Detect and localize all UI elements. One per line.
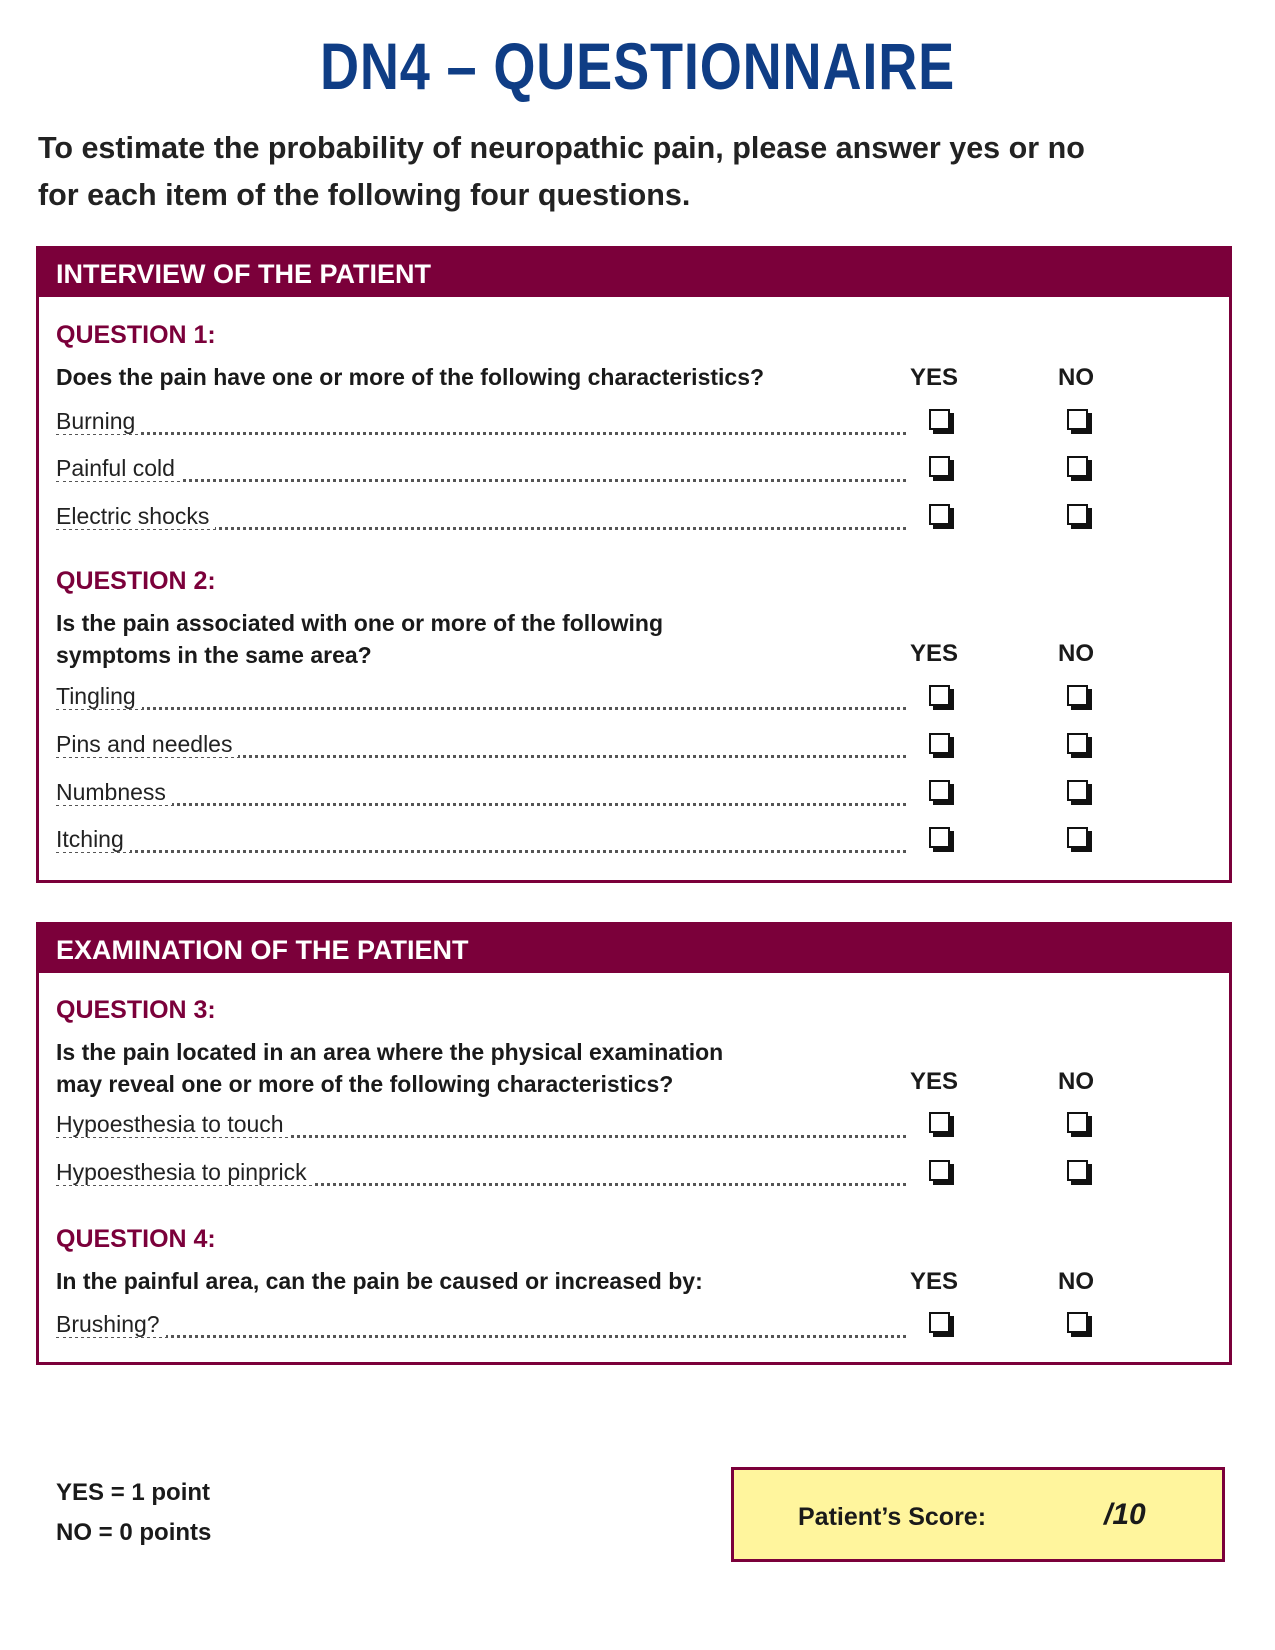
section-interview <box>36 246 1232 883</box>
list-item-pins-and-needles: Pins and needles <box>56 731 906 767</box>
yes-checkbox-hypoesthesia-pinprick[interactable] <box>929 1160 950 1181</box>
no-checkbox-hypoesthesia-touch[interactable] <box>1067 1112 1088 1133</box>
section-header-interview: INTERVIEW OF THE PATIENT <box>39 249 1229 297</box>
no-column-header: NO <box>1058 1268 1094 1295</box>
no-column-header: NO <box>1058 640 1094 667</box>
no-checkbox-itching[interactable] <box>1067 827 1088 848</box>
question-2-text-line-2: symptoms in the same area? <box>56 642 372 668</box>
list-item-painful-cold: Painful cold <box>56 455 906 491</box>
no-checkbox-burning[interactable] <box>1067 409 1088 430</box>
list-item-hypoesthesia-pinprick: Hypoesthesia to pinprick <box>56 1159 906 1195</box>
intro-text <box>38 125 1238 219</box>
question-1-text-line: Does the pain have one or more of the following characteristics? <box>56 364 765 390</box>
list-item-tingling: Tingling <box>56 683 906 719</box>
question-1-title: QUESTION 1: <box>56 321 216 349</box>
question-2-text <box>56 607 896 671</box>
question-1-text <box>56 361 896 393</box>
question-3-title: QUESTION 3: <box>56 996 216 1024</box>
no-checkbox-pins-and-needles[interactable] <box>1067 733 1088 754</box>
list-item-electric-shocks: Electric shocks <box>56 503 906 539</box>
question-4-text <box>56 1265 896 1297</box>
question-4-title: QUESTION 4: <box>56 1225 216 1253</box>
yes-checkbox-painful-cold[interactable] <box>929 456 950 477</box>
list-item-hypoesthesia-touch: Hypoesthesia to touch <box>56 1111 906 1147</box>
no-checkbox-painful-cold[interactable] <box>1067 456 1088 477</box>
yes-column-header: YES <box>910 1268 959 1295</box>
no-checkbox-tingling[interactable] <box>1067 685 1088 706</box>
list-item-burning: Burning <box>56 408 906 444</box>
list-item-numbness: Numbness <box>56 779 906 815</box>
yes-column-header: YES <box>910 1068 959 1095</box>
question-2-text-line-1: Is the pain associated with one or more of the following <box>56 610 664 636</box>
no-column-header: NO <box>1058 364 1094 391</box>
no-checkbox-brushing[interactable] <box>1067 1312 1088 1333</box>
question-3-text-line-1: Is the pain located in an area where the physical examination <box>56 1039 724 1065</box>
yes-checkbox-burning[interactable] <box>929 409 950 430</box>
yes-checkbox-itching[interactable] <box>929 827 950 848</box>
question-2-title: QUESTION 2: <box>56 567 216 595</box>
yes-checkbox-pins-and-needles[interactable] <box>929 733 950 754</box>
no-checkbox-hypoesthesia-pinprick[interactable] <box>1067 1160 1088 1181</box>
question-4-text-line: In the painful area, can the pain be caused or increased by: <box>56 1268 703 1294</box>
no-checkbox-numbness[interactable] <box>1067 780 1088 801</box>
section-header-examination: EXAMINATION OF THE PATIENT <box>39 925 1229 973</box>
no-checkbox-electric-shocks[interactable] <box>1067 504 1088 525</box>
yes-points-legend: YES = 1 point <box>56 1479 211 1506</box>
section-examination <box>36 922 1232 1365</box>
no-points-legend: NO = 0 points <box>56 1519 212 1546</box>
score-label: Patient’s Score: <box>798 1503 987 1531</box>
patient-score-box[interactable] <box>731 1467 1225 1562</box>
yes-checkbox-electric-shocks[interactable] <box>929 504 950 525</box>
list-item-brushing: Brushing? <box>56 1311 906 1347</box>
yes-checkbox-tingling[interactable] <box>929 685 950 706</box>
score-max: /10 <box>1104 1498 1146 1531</box>
page-title: DN4 – QUESTIONNAIRE <box>319 29 956 103</box>
intro-line-1: To estimate the probability of neuropathic pain, please answer yes or no <box>38 131 1085 165</box>
list-item-itching: Itching <box>56 826 906 862</box>
question-3-text-line-2: may reveal one or more of the following characteristics? <box>56 1071 674 1097</box>
no-column-header: NO <box>1058 1068 1094 1095</box>
yes-column-header: YES <box>910 640 959 667</box>
intro-line-2: for each item of the following four questions. <box>38 178 691 212</box>
yes-checkbox-brushing[interactable] <box>929 1312 950 1333</box>
yes-checkbox-numbness[interactable] <box>929 780 950 801</box>
yes-column-header: YES <box>910 364 959 391</box>
question-3-text <box>56 1036 896 1100</box>
yes-checkbox-hypoesthesia-touch[interactable] <box>929 1112 950 1133</box>
